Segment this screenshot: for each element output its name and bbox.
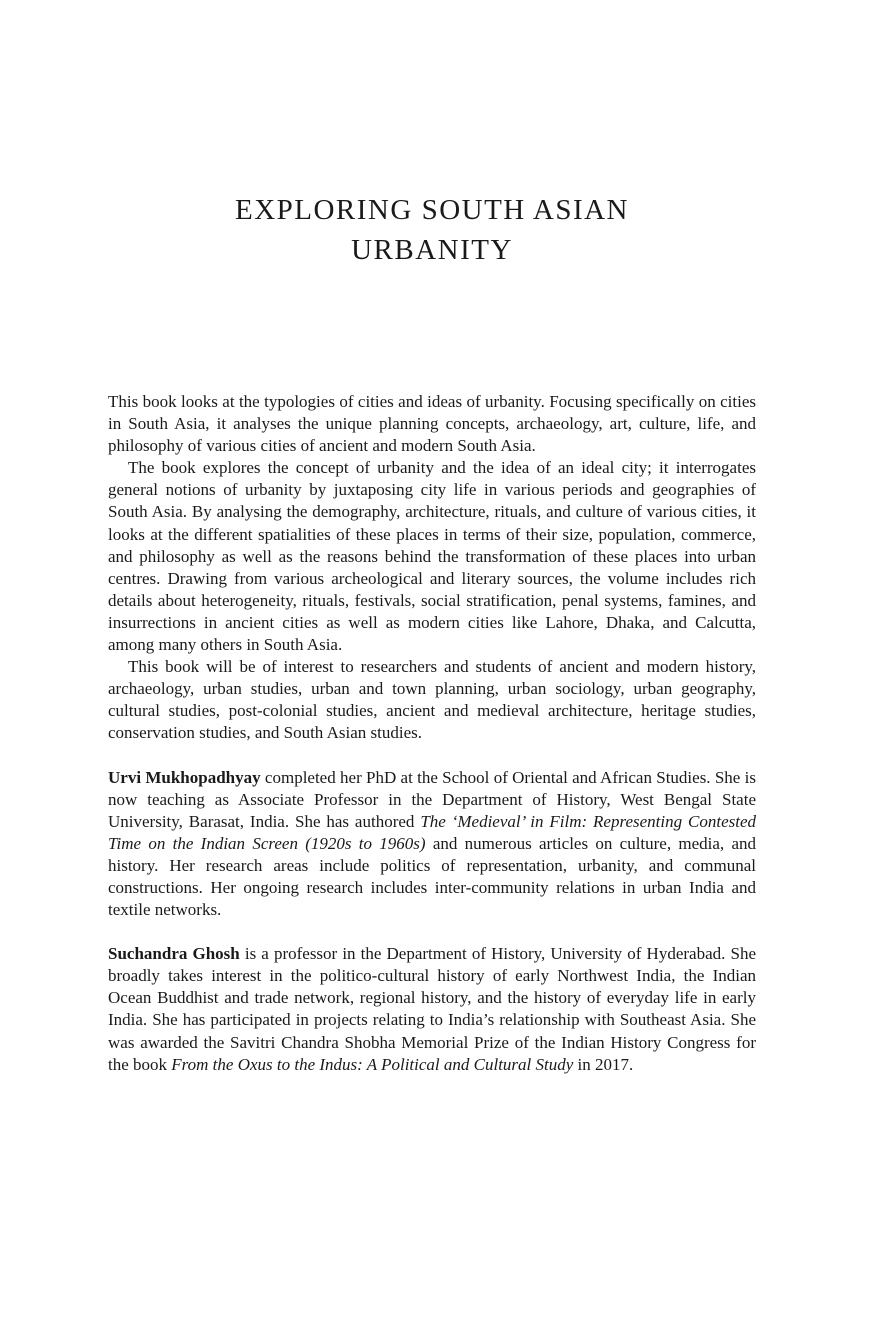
description-paragraph-2: The book explores the concept of urbanity and the idea of an ideal city; it interrogates general notions of urbanity by juxtaposing city life in various periods and geographies of South Asia. By analysing the demography, architecture, rituals, and culture of various cities, it looks at the different spatialities of these places in terms of their size, population, commerce, and philosophy as well as the reasons behind the transformation of these places into urban centres. Drawing from various archeological and literary sources, the volume includes rich details about heterogeneity, rituals, festivals, social stratification, penal systems, famines, and insurrections in ancient cities as well as modern cities like Lahore, Dhaka, and Calcutta, among many others in South Asia. xyxy=(108,458,756,655)
bio-text: is a professor in the Department of History, University of Hyderabad. She broadly takes interest in the politico-cultural history of early Northwest India, the Indian Ocean Buddhist and trade network, regional history, and the history of everyday life in early India. She has participated in projects relating to India’s relationship with Southeast Asia. She was awarded the Savitri Chandra Shobha Memorial Prize of the Indian History Congress for the book xyxy=(108,944,756,1074)
bio-text: in 2017. xyxy=(573,1054,634,1074)
book-description-body xyxy=(108,391,756,1076)
book-title-line-1: EXPLORING SOUTH ASIAN xyxy=(234,194,629,226)
description-paragraph-1: This book looks at the typologies of cities and ideas of urbanity. Focusing specifically on cities in South Asia, it analyses the unique planning concepts, archaeology, art, culture, life, and philosophy of various cities of ancient and modern South Asia. xyxy=(108,392,756,456)
book-title xyxy=(0,190,864,270)
bio-text: and numerous articles on culture, media, and history. Her research areas include politics of representation, urbanity, and communal constructions. Her ongoing research includes inter-community relations in urban India and textile networks. xyxy=(108,833,756,920)
author-bio-urvi-mukhopadhyay xyxy=(108,767,756,922)
book-title-italic: From the Oxus to the Indus: A Political and Cultural Study xyxy=(171,1054,574,1074)
author-name: Urvi Mukhopadhyay xyxy=(108,767,261,787)
author-bio-suchandra-ghosh xyxy=(108,943,756,1076)
bio-text: completed her PhD at the School of Oriental and African Studies. She is now teaching as Associate Professor in the Department of History, West Bengal State University, Barasat, India. She has authored xyxy=(108,767,756,831)
book-title-italic: The ‘Medieval’ in Film: Representing Contested Time on the Indian Screen (1920s to 1960s) xyxy=(108,811,756,853)
author-name: Suchandra Ghosh xyxy=(108,944,240,964)
description-paragraph-3: This book will be of interest to researchers and students of ancient and modern history, archaeology, urban studies, urban and town planning, urban sociology, urban geography, cultural studies, post-colonial studies, ancient and medieval architecture, heritage studies, conservation studies, and South Asian studies. xyxy=(108,657,756,743)
book-title-line-2: URBANITY xyxy=(351,234,513,266)
